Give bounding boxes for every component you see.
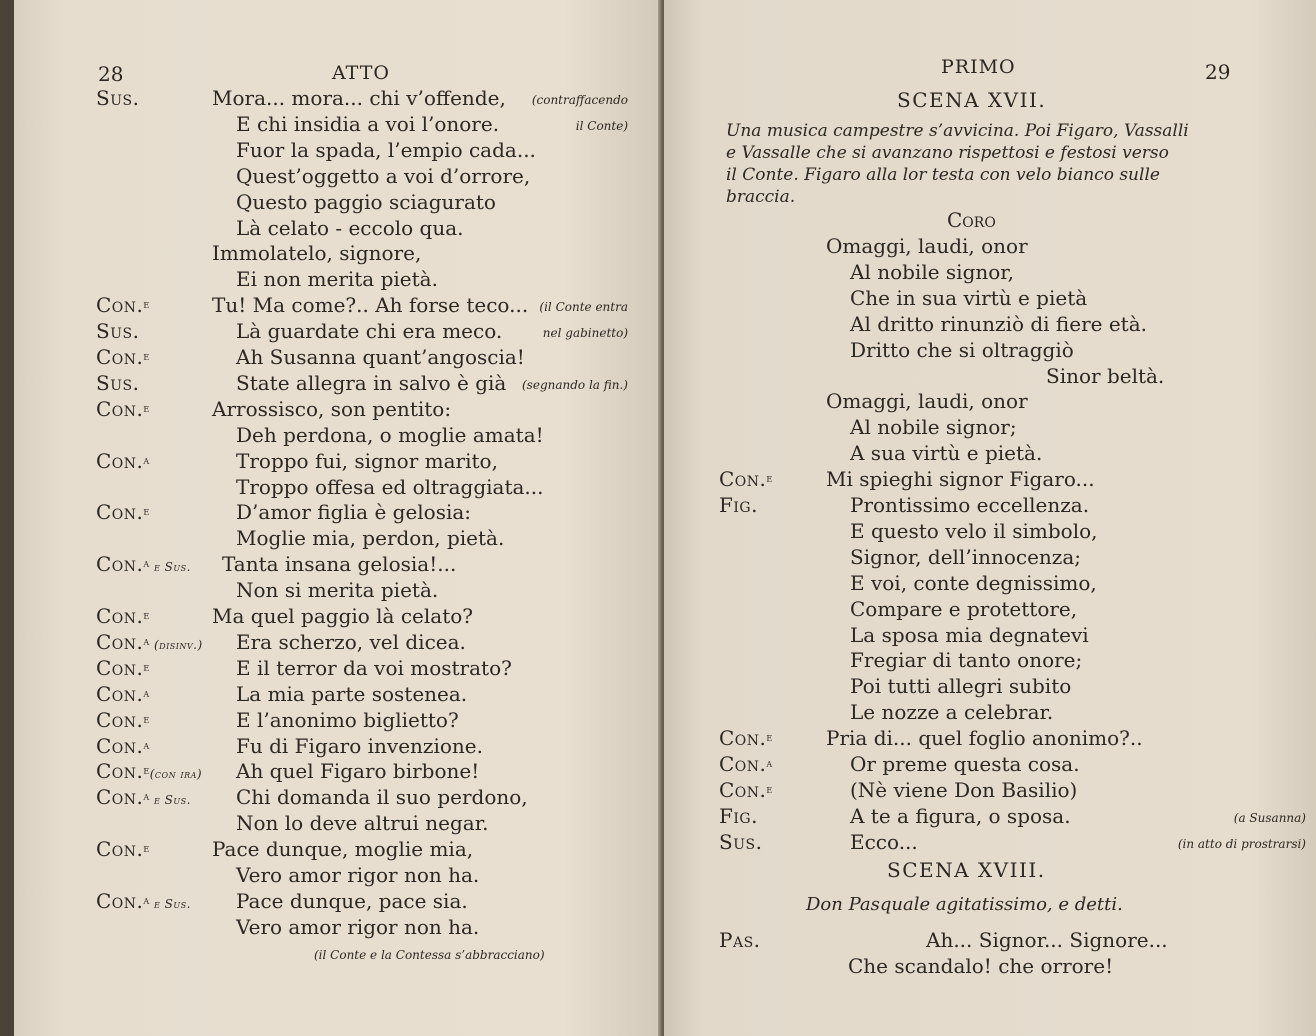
speaker-suffix: e (143, 660, 150, 674)
verse-line: E l’anonimo biglietto? (236, 707, 459, 732)
speaker-name (719, 778, 773, 802)
speaker-name (96, 552, 191, 579)
verse-line: La mia parte sostenea. (236, 681, 468, 706)
speaker-label: Con. (96, 500, 144, 525)
verse-line: Troppo fui, signor marito, (236, 448, 498, 473)
speaker-label: Con. (719, 467, 767, 492)
speaker-label: Con. (96, 681, 144, 706)
speaker-label: Fig. (719, 493, 758, 517)
speaker-name (96, 682, 150, 706)
speaker-suffix: e (143, 298, 150, 312)
verse-line: A sua virtù e pietà. (850, 441, 1043, 466)
verse-line: Signor, dell’innocenza; (850, 544, 1082, 569)
speaker-label: Fig. (719, 803, 758, 828)
stage-note: (il Conte entra (539, 300, 628, 315)
speaker-suffix: e (143, 609, 150, 622)
verse-line: Quest’oggetto a voi d’orrore, (236, 163, 531, 188)
speaker-name (719, 726, 773, 750)
speaker-suffix: e (766, 782, 773, 796)
stage-note: (in atto di prostrarsi) (1177, 836, 1306, 851)
speaker-suffix: a (766, 757, 773, 770)
verse-line: Non lo deve altrui negar. (236, 811, 489, 836)
speaker-note: e Sus. (149, 896, 191, 911)
speaker-name (96, 86, 139, 110)
speaker-label: Con. (96, 759, 144, 784)
speaker-label: Con. (96, 293, 144, 318)
verse-line: Moglie mia, perdon, pietà. (236, 526, 505, 551)
verse-line: Dritto che si oltraggiò (850, 337, 1074, 362)
verse-line: Fuor la spada, l’empio cada... (236, 137, 536, 162)
verse-line: Immolatelo, signore, (212, 241, 422, 266)
verse-line: Sinor beltà. (1046, 363, 1165, 388)
verse-line: Le nozze a celebrar. (850, 700, 1054, 725)
speaker-name (96, 500, 150, 524)
verse-line: Ah Susanna quant’angoscia! (236, 345, 525, 369)
speaker-name (719, 830, 762, 854)
verse-line: Or preme questa cosa. (850, 752, 1080, 776)
speaker-label: Con. (96, 785, 144, 810)
speaker-name (96, 785, 191, 812)
verse-line: Vero amor rigor non ha. (236, 914, 480, 939)
speaker-suffix: e (143, 505, 150, 519)
verse-line: Prontissimo eccellenza. (850, 493, 1090, 517)
verse-line: Al nobile signor; (850, 415, 1017, 440)
chorus-label: Coro (947, 208, 996, 232)
speaker-name (96, 889, 191, 916)
scene-heading: SCENA XVII. (897, 88, 1047, 112)
verse-line: Omaggi, laudi, onor (826, 234, 1028, 258)
speaker-suffix: a (143, 790, 150, 804)
speaker-suffix: e (143, 842, 150, 856)
speaker-name (96, 319, 139, 343)
speaker-label: Sus. (96, 86, 140, 110)
speaker-suffix: a (143, 557, 150, 571)
stage-direction-line: il Conte. Figaro alla lor testa con velo bianco sulle (726, 165, 1160, 185)
verse-line: Ah quel Figaro birbone! (236, 759, 480, 784)
speaker-label: Con. (96, 733, 144, 758)
speaker-label: Sus. (719, 829, 763, 854)
speaker-name (719, 493, 758, 517)
verse-line: Là celato - eccolo qua. (236, 215, 464, 240)
speaker-note: e Sus. (149, 793, 191, 808)
verse-line: Arrossisco, son pentito: (212, 396, 452, 421)
speaker-label: Con. (719, 752, 767, 776)
speaker-suffix: e (143, 350, 150, 363)
verse-line: Compare e protettore, (850, 596, 1078, 621)
speaker-name (96, 630, 203, 657)
verse-line: Ah... Signor... Signore... (926, 928, 1168, 952)
verse-line: Ei non merita pietà. (236, 267, 438, 292)
stage-note: nel gabinetto) (542, 326, 628, 341)
verse-line: Tanta insana gelosia!... (222, 552, 457, 577)
speaker-label: Con. (96, 707, 144, 732)
stage-note: (contraffacendo (531, 93, 628, 107)
speaker-suffix: a (143, 686, 150, 700)
speaker-note: (disinv.) (149, 637, 203, 652)
stage-note: (il Conte e la Contessa s’abbracciano) (314, 947, 545, 962)
speaker-label: Con. (96, 552, 144, 577)
verse-line: A te a figura, o sposa. (850, 803, 1071, 828)
stage-direction-line: braccia. (726, 187, 796, 207)
verse-line: Deh perdona, o moglie amata! (236, 422, 544, 447)
right-page (664, 0, 1316, 1036)
speaker-suffix: e (143, 401, 150, 415)
stage-direction-line: e Vassalle che si avanzano rispettosi e festosi verso (726, 143, 1169, 163)
speaker-name (96, 371, 139, 395)
speaker-name (96, 604, 150, 628)
verse-line: E chi insidia a voi l’onore. (236, 111, 500, 136)
speaker-name (96, 449, 150, 473)
speaker-label: Con. (96, 837, 144, 862)
verse-line: Che scandalo! che orrore! (848, 954, 1114, 978)
speaker-name: Pas. (719, 928, 761, 952)
speaker-label: Con. (96, 655, 144, 680)
verse-line: Ma quel paggio là celato? (212, 604, 473, 628)
speaker-name (719, 752, 773, 776)
verse-line: Ecco... (850, 829, 918, 854)
speaker-suffix: a (143, 893, 150, 907)
verse-line: Tu! Ma come?.. Ah forse teco... (212, 293, 529, 318)
speaker-name (96, 293, 150, 317)
speaker-label: Sus. (96, 370, 140, 395)
verse-line: State allegra in salvo è già (236, 370, 507, 395)
speaker-name (96, 734, 150, 758)
speaker-name (719, 467, 773, 491)
verse-line: Poi tutti allegri subito (850, 674, 1072, 699)
page-number: 29 (1205, 60, 1231, 84)
stage-note: (segnando la fin.) (522, 377, 628, 392)
speaker-label: Con. (96, 604, 144, 628)
speaker-label: Sus. (96, 319, 140, 344)
verse-line: Là guardate chi era meco. (236, 319, 503, 344)
speaker-name (96, 397, 150, 421)
stage-direction: Don Pasquale agitatissimo, e detti. (806, 894, 1123, 915)
verse-line: Fregiar di tanto onore; (850, 648, 1083, 673)
verse-line: Che in sua virtù e pietà (850, 285, 1088, 310)
stage-note: il Conte) (575, 118, 628, 133)
verse-line: Non si merita pietà. (236, 578, 439, 603)
speaker-suffix: a (143, 453, 150, 467)
verse-line: Chi domanda il suo perdono, (236, 785, 528, 810)
speaker-suffix: e (766, 731, 773, 745)
verse-line: Fu di Figaro invenzione. (236, 733, 483, 758)
speaker-name (96, 708, 150, 732)
verse-line: Al dritto rinunziò di fiere età. (850, 311, 1148, 336)
verse-line: Questo paggio sciagurato (236, 189, 496, 214)
verse-line: (Nè viene Don Basilio) (850, 777, 1078, 802)
speaker-suffix: e (143, 764, 150, 778)
speaker-suffix: a (143, 634, 150, 648)
speaker-suffix: e (766, 472, 773, 486)
verse-line: D’amor figlia è gelosia: (236, 500, 472, 525)
speaker-note: e Sus. (149, 560, 191, 575)
running-header: ATTO (332, 62, 390, 84)
speaker-suffix: e (143, 712, 150, 726)
speaker-name (96, 345, 150, 369)
verse-line: E voi, conte degnissimo, (850, 570, 1097, 595)
speaker-name (96, 759, 202, 786)
speaker-name (719, 804, 758, 828)
stage-direction-line: Una musica campestre s’avvicina. Poi Figaro, Vassalli (726, 121, 1189, 141)
speaker-label: Con. (96, 448, 144, 473)
verse-line: Vero amor rigor non ha. (236, 863, 480, 887)
speaker-label: Con. (719, 777, 767, 802)
speaker-label: Con. (96, 345, 144, 369)
speaker-label: Con. (96, 396, 144, 421)
page-number: 28 (98, 62, 124, 86)
verse-line: Pace dunque, moglie mia, (212, 837, 474, 862)
stage-note: (a Susanna) (1233, 810, 1306, 825)
verse-line: La sposa mia degnatevi (850, 622, 1089, 647)
verse-line: Mi spieghi signor Figaro... (826, 467, 1095, 492)
verse-line: Era scherzo, vel dicea. (236, 629, 466, 654)
speaker-name (96, 656, 150, 680)
speaker-label: Con. (96, 888, 144, 913)
verse-line: Pria di... quel foglio anonimo?.. (826, 726, 1143, 751)
verse-line: E il terror da voi mostrato? (236, 655, 512, 680)
verse-line: Omaggi, laudi, onor (826, 389, 1028, 414)
verse-line: Pace dunque, pace sia. (236, 888, 468, 913)
verse-line: Mora... mora... chi v’offende, (212, 86, 506, 110)
speaker-name (96, 837, 150, 861)
speaker-label: Con. (719, 726, 767, 751)
speaker-suffix: a (143, 738, 150, 752)
scene-heading: SCENA XVIII. (887, 858, 1046, 882)
verse-line: E questo velo il simbolo, (850, 518, 1098, 543)
verse-line: Al nobile signor, (850, 259, 1015, 284)
speaker-note: (con ira) (149, 767, 203, 782)
running-header: PRIMO (941, 56, 1016, 78)
speaker-label: Con. (96, 629, 144, 654)
verse-line: Troppo offesa ed oltraggiata... (236, 474, 544, 499)
